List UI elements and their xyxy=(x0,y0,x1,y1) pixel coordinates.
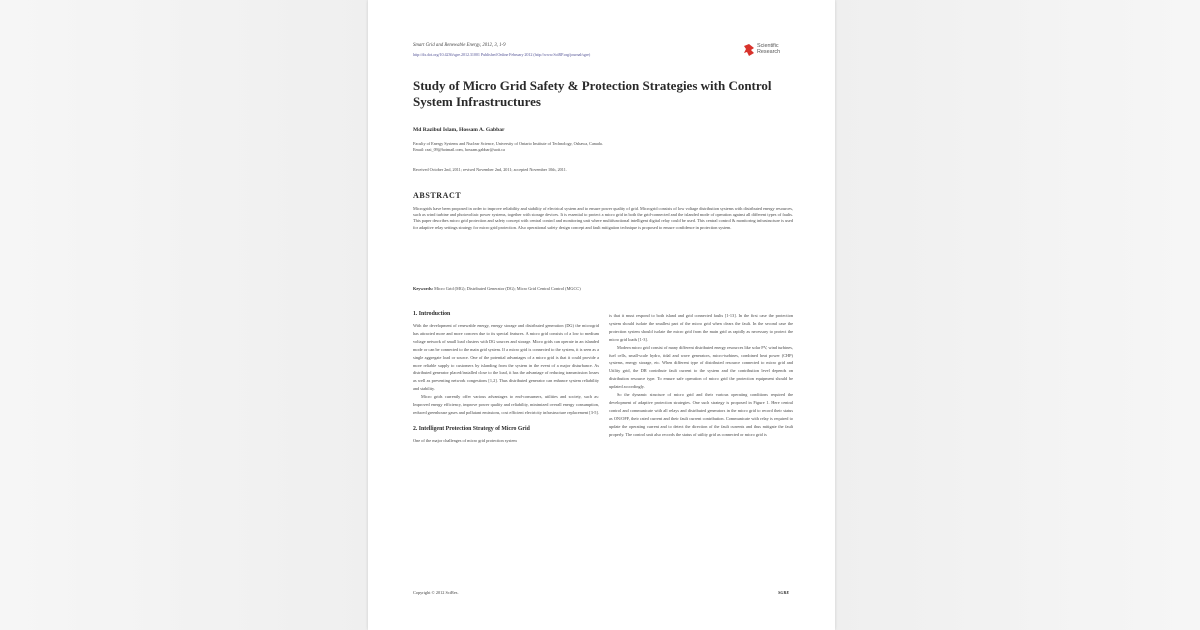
section-2-body xyxy=(413,437,599,445)
publisher-logo xyxy=(743,42,803,62)
right-column xyxy=(609,312,793,439)
author-email: Email: razi_09@hotmail.com, hossam.gabbar@uoit.ca xyxy=(413,147,505,153)
paragraph: One of the major challenges of micro grid protection system xyxy=(413,437,517,443)
paper-page xyxy=(368,0,835,630)
logo-text-line2: Research xyxy=(757,49,781,55)
right-column-body xyxy=(609,312,793,439)
paragraph: With the development of renewable energy, energy storage and distributed generation (DG) the microgrid has attracted more and more concern due to its special features. A micro grid consists of a low to medium voltage network of small load clusters with DG sources and storage. Micro grids can operate in an islanded mode or can be connected to the main grid system. If a micro grid is connected to the system, it is seen as a single aggregate load or source. One of the potential advantages of a micro grid is that it could provide a more reliable supply to customers by islanding from the system in the event of a major disturbance. As distributed generator placed/installed close to the load, it has the advantage of reducing transmission losses as well as preventing network congestions [1,2]. Thus distributed generator can enhance system reliability and stability. xyxy=(413,323,599,392)
keywords-label: Keywords: xyxy=(413,286,434,291)
paper-authors: Md Razibul Islam, Hossam A. Gabbar xyxy=(413,127,505,133)
paragraph: Micro grids currently offer various advantages to end-consumers, utilities and society, such as: Improved energy efficiency, improve power quality and reliability, minimized overall energy consumption, reduced greenhouse gases and pollutant emissions, cost efficient electricity infrastructure replacement [3-5]. xyxy=(413,394,599,415)
left-column xyxy=(413,311,599,445)
abstract-body: Microgrids have been proposed in order to improve reliability and stability of electrical system and to ensure power quality of grid. Microgrid consists of low voltage distribution systems with distributed energy resources, such as wind turbine and photovoltaic power systems, together with storage devices. It is essential to protect a micro grid in both the grid-connected and the islanded mode of operation against all different types of faults. This paper describes micro grid protection and safety concept with central control and monitoring unit where multifunctional intelligent digital relay could be used. This central control & monitoring infrastructure is used for adaptive relay settings strategy for micro grid protection. Also operational safety design concept and fault mitigation technique is proposed to ensure confidence in protection system. xyxy=(413,206,793,230)
publisher-logo-icon xyxy=(743,43,755,57)
section-1-heading: 1. Introduction xyxy=(413,311,451,317)
paragraph: is that it must respond to both island and grid connected faults [1-13]. In the first case the protection system should isolate the smallest part of the micro grid when clears the fault. In the second case the protection system should isolate the micro grid from the main grid as rapidly as necessary to protect the micro grid loads [1-3]. xyxy=(609,313,793,342)
paragraph: So the dynamic structure of micro grid and their various operating conditions required the development of adaptive protection strategies. One such strategy is proposed in Figure 1. Here central control and communicate with all relays and distributed generators in the micro grid to record their status as ON/OFF, their rated current and their fault current contribution. Communicate with relay is required to update the operating current and to detect the direction of the fault currents and thus mitigate the fault properly. The control unit also records the status of utility grid as connected or micro grid is xyxy=(609,392,793,437)
affiliation-text: Faculty of Energy Systems and Nuclear Science, University of Ontario Institute of Technology, Oshawa, Canada. xyxy=(413,141,603,146)
right-background xyxy=(835,0,1200,630)
paper-title: Study of Micro Grid Safety & Protection Strategies with Control System Infrastructures xyxy=(413,78,772,109)
doi-link[interactable]: http://dx.doi.org/10.4236/sgre.2012.31001 Published Online February 2012 (http://www.SciRP.org/journal/sgre) xyxy=(413,52,591,57)
footer-journal: SGRE xyxy=(778,590,790,595)
received-dates: Received October 2nd, 2011; revised November 2nd, 2011; accepted November 10th, 2011. xyxy=(413,167,567,172)
journal-citation: Smart Grid and Renewable Energy, 2012, 3, 1-9 xyxy=(413,43,506,48)
left-background xyxy=(0,0,368,630)
section-1-body xyxy=(413,322,599,417)
paragraph: Modern micro grid consist of many different distributed energy resources like solar PV, wind turbines, fuel cells, small-scale hydro, tidal and wave generators, micro-turbines, combined heat power (CHP) systems, energy storage, etc. When different type of distributed resource connected to micro grid and Utility grid, the DR contribute fault current to the system and the contribution level depends on distribution resource type. To ensure safe operation of micro grid the protection equipment should be updated accordingly. xyxy=(609,344,793,390)
logo-text-line1: Scientific xyxy=(757,43,779,49)
author-affiliation xyxy=(413,141,793,153)
keywords xyxy=(413,286,793,291)
abstract-heading: ABSTRACT xyxy=(413,191,462,200)
footer-copyright: Copyright © 2012 SciRes. xyxy=(413,590,459,595)
section-2-heading: 2. Intelligent Protection Strategy of Micro Grid xyxy=(413,425,530,432)
keywords-text: Micro Grid (MG); Distributed Generator (DG); Micro Grid Central Control (MGCC) xyxy=(434,286,581,291)
